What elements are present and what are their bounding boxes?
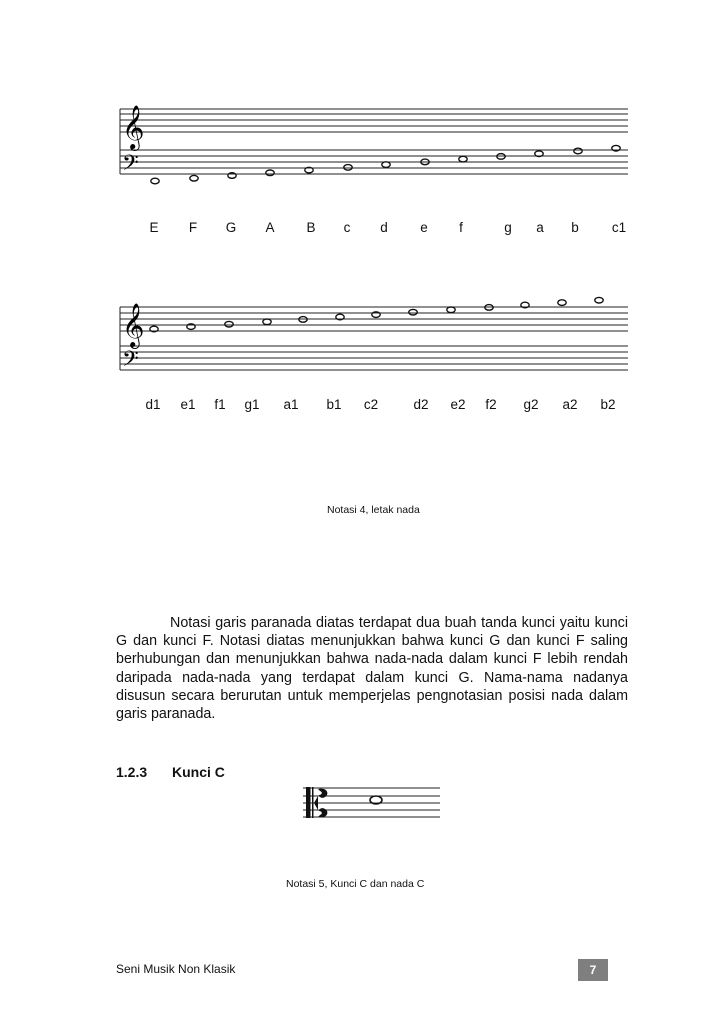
note-label: b <box>571 220 579 235</box>
whole-note <box>263 319 271 325</box>
whole-note <box>447 307 455 313</box>
bass-clef-icon: 𝄢 <box>122 151 139 181</box>
note-label: a2 <box>562 397 578 412</box>
note-label: E <box>149 220 159 235</box>
note-labels-2 <box>118 397 638 417</box>
note-label: c1 <box>611 220 627 235</box>
note-label: d1 <box>145 397 161 412</box>
footer-title: Seni Musik Non Klasik <box>116 962 236 976</box>
whole-note <box>151 178 159 184</box>
whole-note <box>344 165 352 171</box>
whole-note <box>409 309 417 315</box>
treble-staff-lines <box>120 109 628 132</box>
note-label: e1 <box>180 397 196 412</box>
note-label: g <box>504 220 512 235</box>
treble-staff-lines <box>120 307 628 331</box>
note-label: c2 <box>363 397 379 412</box>
alto-clef-staff <box>300 780 445 820</box>
note-label: a <box>536 220 544 235</box>
grand-staff-1 <box>0 0 728 200</box>
section-heading <box>116 764 225 780</box>
whole-note <box>382 162 390 168</box>
note-label: A <box>265 220 275 235</box>
bass-clef-icon: 𝄢 <box>122 347 139 377</box>
figure-caption-4: Notasi 4, letak nada <box>327 504 420 516</box>
page-number-badge: 7 <box>578 959 608 981</box>
note-label: G <box>225 220 237 235</box>
note-label: e <box>420 220 428 235</box>
note-label: f2 <box>485 397 497 412</box>
note-label: d2 <box>413 397 429 412</box>
note-label: f1 <box>214 397 226 412</box>
grand-staff-2 <box>0 280 728 380</box>
whole-note <box>558 300 566 306</box>
notes-staff-1 <box>151 145 620 183</box>
whole-note <box>595 297 603 303</box>
note-label: e2 <box>450 397 466 412</box>
note-label: f <box>459 220 463 235</box>
note-label: B <box>306 220 316 235</box>
body-paragraph: Notasi garis paranada diatas terdapat dua buah tanda kunci yaitu kunci G dan kunci F. Notasi diatas menunjukkan bahwa kunci G dan kunci F saling berhubungan dan menunjukkan bahwa nada-nada dalam kunci F lebih rendah daripada nada-nada yang terdapat dalam kunci G. Nama-nama nadanya disusun secara berurutan untuk memperjelas pengnotasian posisi nada dalam garis paranada. <box>116 615 628 723</box>
note-label: c <box>343 220 351 235</box>
bass-staff-lines <box>120 150 628 174</box>
section-title: Kunci C <box>172 764 225 780</box>
whole-note <box>574 148 582 154</box>
whole-note <box>459 156 467 162</box>
note-label: a1 <box>283 397 299 412</box>
treble-clef-icon: 𝄞 <box>122 105 145 149</box>
section-number: 1.2.3 <box>116 764 148 780</box>
note-label: b1 <box>326 397 342 412</box>
whole-note <box>266 170 274 176</box>
bass-staff-lines <box>120 346 628 370</box>
whole-note <box>225 321 233 327</box>
note-label: d <box>380 220 388 235</box>
notes-staff-2 <box>150 297 603 331</box>
figure-caption-5: Notasi 5, Kunci C dan nada C <box>286 878 425 890</box>
note-label: F <box>188 220 198 235</box>
treble-clef-icon: 𝄞 <box>122 303 145 347</box>
note-label: g2 <box>523 397 539 412</box>
note-labels-1 <box>118 220 638 240</box>
note-label: g1 <box>244 397 260 412</box>
note-label: b2 <box>600 397 616 412</box>
whole-note <box>190 175 198 181</box>
